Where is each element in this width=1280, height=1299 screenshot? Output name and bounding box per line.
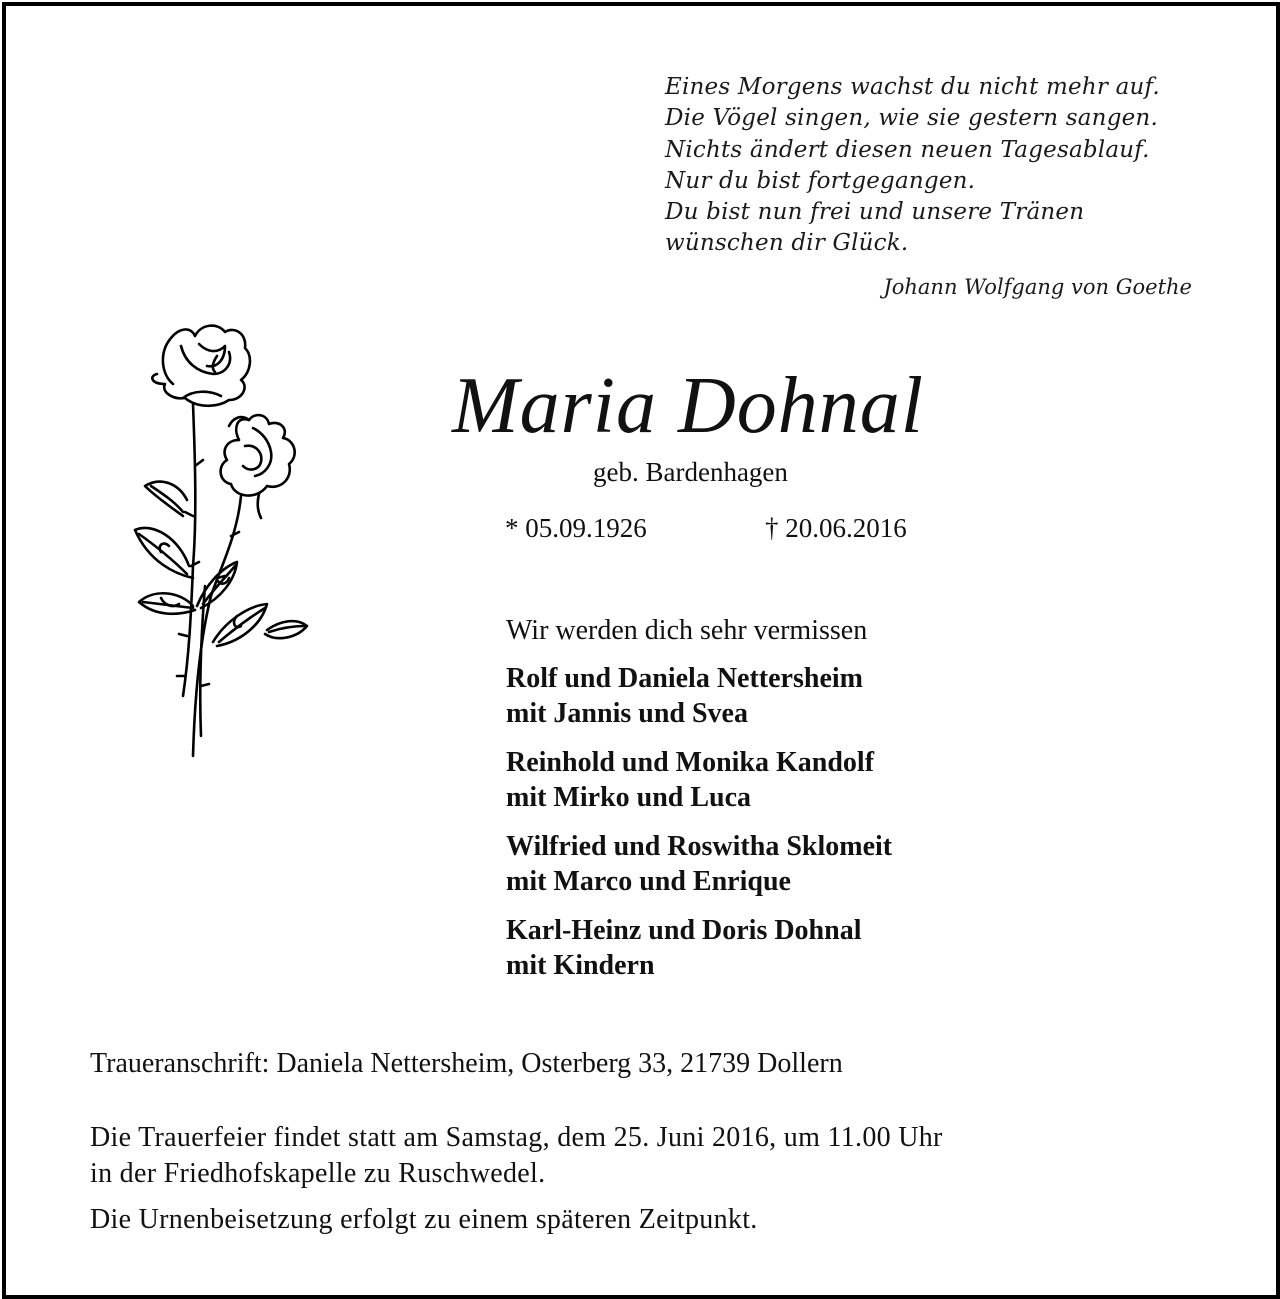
death-date: † 20.06.2016 xyxy=(765,513,907,543)
poem-author: Johann Wolfgang von Goethe xyxy=(883,275,1192,299)
poem-line: Die Vögel singen, wie sie gestern sangen. xyxy=(665,105,1158,132)
family-names: Reinhold und Monika Kandolf xyxy=(506,747,875,778)
family-children: mit Marco und Enrique xyxy=(506,866,791,897)
ceremony-line: in der Friedhofskapelle zu Ruschwedel. xyxy=(90,1158,546,1189)
mourning-address: Traueranschrift: Daniela Nettersheim, Osterberg 33, 21739 Dollern xyxy=(90,1048,843,1079)
mourner-family xyxy=(506,913,861,983)
poem-line: Du bist nun frei und unsere Tränen xyxy=(665,199,1085,226)
poem xyxy=(665,72,1160,260)
poem-line: Eines Morgens wachst du nicht mehr auf. xyxy=(665,74,1160,100)
ceremony-line: Die Trauerfeier findet statt am Samstag, dem 25. Juni 2016, um 11.00 Uhr xyxy=(90,1122,943,1153)
deceased-name: Maria Dohnal xyxy=(452,362,924,450)
poem-line: wünschen dir Glück. xyxy=(665,230,909,257)
family-children: mit Jannis und Svea xyxy=(506,698,748,729)
birth-date: * 05.09.1926 xyxy=(505,513,647,543)
family-names: Rolf und Daniela Nettersheim xyxy=(506,663,863,694)
obituary-frame xyxy=(2,2,1280,1299)
mourner-family xyxy=(506,829,892,899)
poem-line: Nur du bist fortgegangen. xyxy=(665,167,976,194)
mourners-intro: Wir werden dich sehr vermissen xyxy=(506,615,868,646)
poem-line: Nichts ändert diesen neuen Tagesablauf. xyxy=(665,136,1150,163)
family-names: Karl-Heinz und Doris Dohnal xyxy=(506,915,862,946)
rose-drawing-icon xyxy=(121,316,321,766)
family-children: mit Mirko und Luca xyxy=(506,782,752,813)
family-children: mit Kindern xyxy=(506,950,655,981)
urn-burial-notice: Die Urnenbeisetzung erfolgt zu einem späteren Zeitpunkt. xyxy=(90,1204,758,1235)
birth-name: geb. Bardenhagen xyxy=(593,457,788,487)
mourner-family xyxy=(506,661,863,731)
family-names: Wilfried und Roswitha Sklomeit xyxy=(506,831,893,862)
funeral-ceremony-notice xyxy=(90,1120,943,1192)
mourner-family xyxy=(506,745,874,815)
